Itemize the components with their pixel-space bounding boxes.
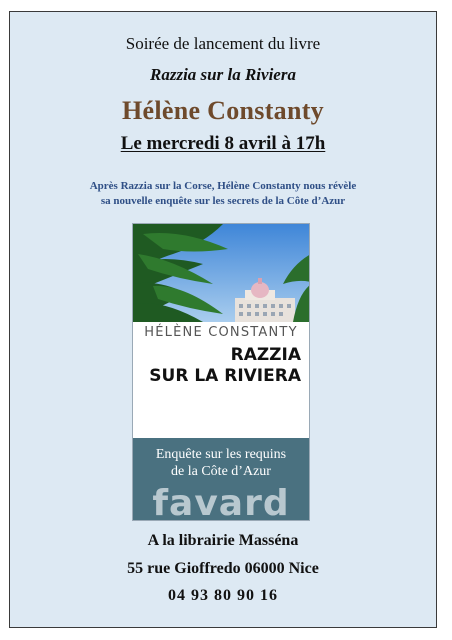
- cover-subtitle: [133, 446, 309, 480]
- description-line: sa nouvelle enquête sur les secrets de la Côte d’Azur: [100, 195, 346, 207]
- cover-band: [133, 438, 309, 521]
- book-cover: [132, 223, 310, 521]
- event-poster: [9, 11, 437, 628]
- event-type: Soirée de lancement du livre: [125, 34, 321, 53]
- publisher-logo: favard: [152, 483, 290, 521]
- cover-subtitle-line: de la Côte d’Azur: [171, 464, 271, 479]
- cover-title-line: SUR LA RIVIERA: [149, 366, 301, 386]
- event-description: [10, 179, 436, 209]
- venue-name: A la librairie Masséna: [147, 532, 299, 549]
- author-name: Hélène Constanty: [122, 96, 324, 125]
- cover-photo: [133, 224, 310, 322]
- description-line: Après Razzia sur la Corse, Hélène Constanty nous révèle: [89, 180, 357, 192]
- cover-author: HÉLÈNE CONSTANTY: [144, 325, 298, 340]
- book-title: Razzia sur la Riviera: [150, 65, 296, 84]
- event-date: Le mercredi 8 avril à 17h: [120, 133, 326, 154]
- cover-title-line: RAZZIA: [230, 345, 301, 365]
- cover-subtitle-line: Enquête sur les requins: [155, 447, 287, 462]
- venue-address: 55 rue Gioffredo 06000 Nice: [127, 560, 319, 577]
- venue-phone: 04 93 80 90 16: [168, 587, 278, 604]
